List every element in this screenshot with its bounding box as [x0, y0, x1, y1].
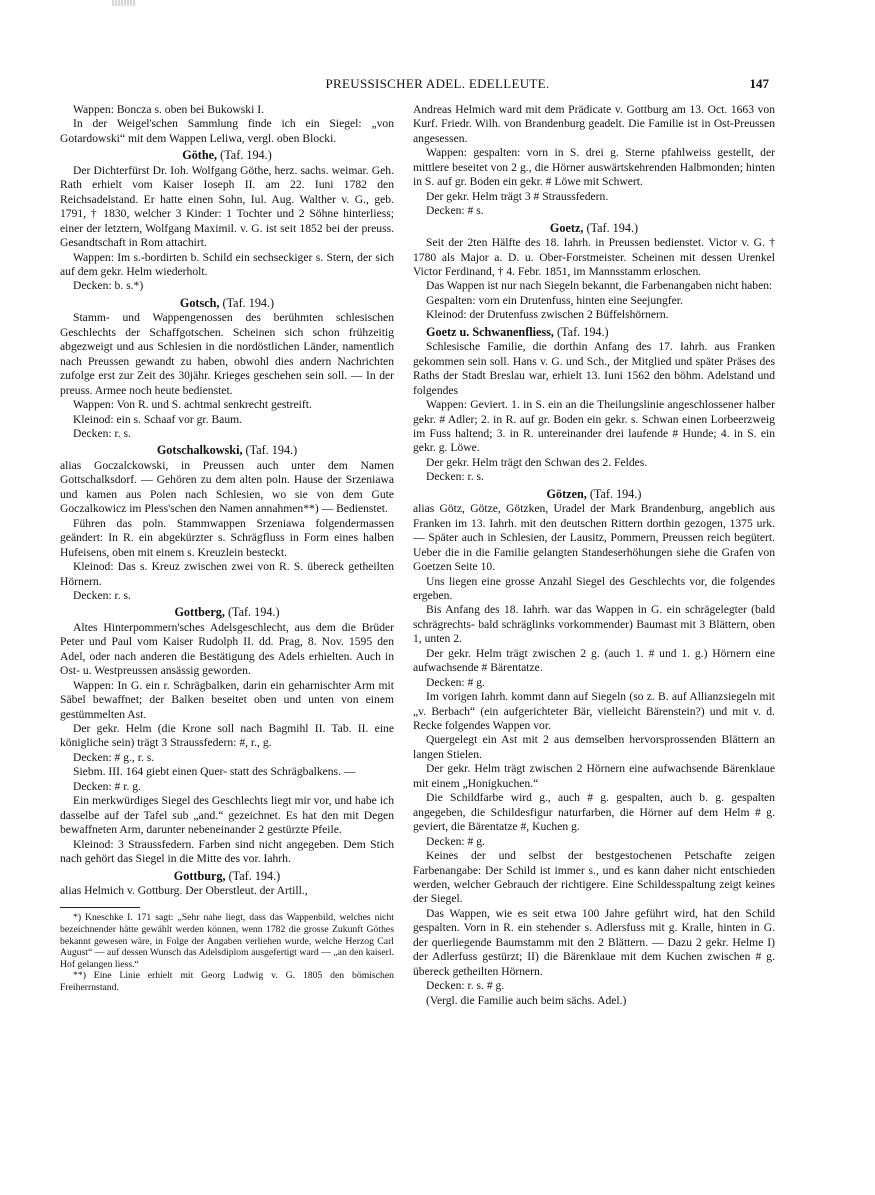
- paragraph: Decken: r. s. # g.: [426, 979, 505, 993]
- plate-ref: (Taf. 194.): [227, 605, 280, 620]
- paragraph: Das Wappen ist nur nach Siegeln bekannt, die Farbenangaben nicht haben:: [426, 279, 773, 293]
- plate-ref: (Taf. 194.): [589, 486, 642, 501]
- family-name: Gottburg,: [173, 868, 226, 883]
- plate-ref: (Taf. 194.): [557, 324, 609, 339]
- plate-ref: (Taf. 194.): [220, 148, 272, 163]
- entry-heading-gotsch: [60, 296, 394, 310]
- paragraph: alias Götz, Götze, Götzken, Uradel der Mark Brandenburg, angeblich aus Franken im 13. Iahrh. mit den deutschen Rittern dorthin gezogen, 1375 urk. — Später auch in Schlesien, der Lausitz, Pommern, Preussen reich begütert. Ueber die in die Familie gelangten Standeserhöhungen siehe die Grafen von Goetzen Seite 10.: [413, 502, 775, 574]
- running-header: [0, 76, 875, 96]
- paragraph: Decken: # g.: [426, 834, 485, 848]
- paragraph: Andreas Helmich ward mit dem Prädicate v. Gottburg am 13. Oct. 1663 von Kurf. Friedr. Wilh. von Brandenburg geadelt. Die Familie ist in Ost-Preussen angesessen.: [413, 103, 775, 145]
- family-name: Götzen,: [546, 486, 587, 501]
- entry-heading-gotschalkowski: [60, 443, 394, 457]
- paragraph: Führen das poln. Stammwappen Srzeniawa folgendermassen geändert: In R. ein abgekürzter s. Schrägfluss in Form eines halben Hufeisens, oben mit einem s. Kreuzlein besteckt.: [60, 516, 394, 559]
- paragraph: Decken: # r. g.: [73, 779, 141, 793]
- plate-ref: (Taf. 194.): [222, 295, 275, 310]
- paragraph: Der gekr. Helm trägt den Schwan des 2. Feldes.: [426, 455, 648, 469]
- page-number: 147: [749, 76, 769, 91]
- paragraph: Decken: r. s.: [426, 470, 484, 484]
- family-name: Gottberg,: [174, 605, 225, 620]
- entry-heading-goetz: [413, 221, 775, 235]
- paragraph: (Vergl. die Familie auch beim sächs. Adel.): [426, 993, 627, 1007]
- paragraph: Wappen: Geviert. 1. in S. ein an die Theilungslinie angeschlossener halber gekr. # Adler; 2. in R. auf gr. Boden ein gekr. s. Schwan einen Lorbeerzweig im Fuss haltend; 3. in R. untereinander drei laufende # Hunde; 4. in S. ein gekr. g. Löwe.: [413, 398, 775, 455]
- paragraph: Wappen: gespalten: vorn in S. drei g. Sterne pfahlweiss gestellt, der mittlere beseitet von 2 g., die Hörner auswärtskehrenden Halbmonden; hinten in S. auf gr. Boden ein gekr. # Löwe mit Schwert.: [413, 146, 775, 189]
- paragraph: Der Dichterfürst Dr. Ioh. Wolfgang Göthe, herz. sachs. weimar. Geh. Rath erhielt vom Kaiser Ioseph II. am 22. Iuni 1782 den Reichsadelstand. Er hatte einen Sohn, Iul. Aug. Walther v. G., geb. 1791, † 1830, welcher 3 Kinder: 1 Tochter und 2 Söhne hinterliess; einer der letztern, Wolfgang Maximil. v. G. ist seit 1852 bei der preuss. Gesandtschaft in Rom attachirt.: [60, 163, 394, 250]
- paragraph: Der gekr. Helm trägt zwischen 2 Hörnern eine aufwachsende Bärenklaue mit einem „Honigkuchen.“: [413, 762, 775, 790]
- paragraph: Decken: # g., r. s.: [73, 750, 155, 764]
- paragraph: Decken: b. s.*): [73, 279, 144, 293]
- paragraph: Kleinod: Das s. Kreuz zwischen zwei von R. S. übereck getheilten Hörnern.: [60, 560, 394, 588]
- footnote: *) Kneschke I. 171 sagt: „Sehr nahe liegt, dass das Wappenbild, welches nicht bezeichnender hätte gewählt werden können, wenn 1782 die grosse Zukunft Göthes bekannt gewesen wäre, in Folge der Angaben verliehen wurde, welche Herzog Carl August“ — auf dessen Wunsch das Adelsdiplom ausgefertigt ward — „an den kaiserl. Hof gelangen liess.“: [60, 912, 394, 970]
- paragraph: Der gekr. Helm (die Krone soll nach Bagmihl II. Tab. II. eine königliche sein) trägt 3 Straussfedern: #, r., g.: [60, 722, 394, 750]
- right-column: [413, 103, 775, 1008]
- paragraph: Wappen: Im s.-bordirten b. Schild ein sechseckiger s. Stern, der sich auf dem gekr. Helm wiederholt.: [60, 250, 394, 278]
- paragraph: Kleinod: ein s. Schaaf vor gr. Baum.: [73, 412, 243, 426]
- paragraph: Im vorigen Iahrh. kommt dann auf Siegeln (so z. B. auf Allianzsiegeln mit „v. Berbach“ (ein aufgerichteter Bär, vielleicht Bärenstein?) und mit v. d. Recke folgendes Wappen vor.: [413, 690, 775, 733]
- running-title: PREUSSISCHER ADEL. EDELLEUTE.: [325, 76, 550, 91]
- plate-ref: (Taf. 194.): [586, 220, 639, 235]
- paragraph: Decken: r. s.: [73, 426, 131, 440]
- paragraph: Uns liegen eine grosse Anzahl Siegel des Geschlechts vor, die folgendes ergeben.: [413, 574, 775, 602]
- family-name: Göthe,: [182, 148, 218, 163]
- paragraph: Wappen: In G. ein r. Schrägbalken, darin ein geharnischter Arm mit Säbel bewaffnet; der Balken beseitet oben und unten von einem gestümmelten Ast.: [60, 678, 394, 721]
- entry-heading-goethe: [60, 148, 394, 162]
- family-name: Goetz u. Schwanenfliess,: [426, 324, 554, 339]
- paragraph: Keines der und selbst der bestgestochenen Petschafte zeigen Farbenangabe: Der Schild ist immer s., und es kann daher nicht entschieden werden, welcher Gebrauch der richtigere. Eine Schildesspaltung zeigt keines der Siegel.: [413, 849, 775, 906]
- paragraph: Wappen: Boncza s. oben bei Bukowski I.: [73, 103, 264, 116]
- paragraph: alias Goczalckowski, in Preussen auch unter dem Namen Gottschalksdorf. — Gehören zu dem alten poln. Hause der Srzeniawa und kamen aus Polen nach Schlesien, wo sie von dem Gute Goczalkowicz im Pless'schen den Namen annahmen**) — Bedienstet.: [60, 458, 394, 516]
- paragraph: Ein merkwürdiges Siegel des Geschlechts liegt mir vor, und habe ich dasselbe auf der Tafel sub „and.“ gezeichnet. Es hat den mit Degen bewaffneten Arm, darunter nebeneinander 2 gestürzte Pfeile.: [60, 794, 394, 837]
- footnote-rule: [60, 907, 140, 908]
- paragraph: Wappen: Von R. und S. achtmal senkrecht gestreift.: [73, 398, 312, 412]
- footnote: **) Eine Linie erhielt mit Georg Ludwig v. G. 1805 den bömischen Freiherrnstand.: [60, 970, 394, 994]
- paragraph: Das Wappen, wie es seit etwa 100 Jahre geführt wird, hat den Schild gespalten. Vorn in R. ein stehender s. Adlersfuss mit g. Kralle, hinten in G. der querliegende Baumstamm mit den 2 Blättern. — Dazu 2 gekr. Helme I) der Adlerfuss gestürzt; II) die Bärenklaue mit dem Kuchen zwischen # g. übereck getheilten Hörnern.: [413, 906, 775, 978]
- paragraph: Kleinod: 3 Straussfedern. Farben sind nicht angegeben. Dem Stich nach gehört das Siegel in die Mitte des vor. Iahrh.: [60, 837, 394, 866]
- family-name: Goetz,: [549, 220, 584, 235]
- paragraph: Schlesische Familie, die dorthin Anfang des 17. Iahrh. aus Franken gekommen sein soll. Hans v. G. und Sch., der Mitglied und später Präses des Raths der Stadt Breslau war, erhielt 13. Iuni 1562 den böhm. Adelstand und folgendes: [413, 340, 775, 397]
- paragraph: Der gekr. Helm trägt zwischen 2 g. (auch 1. # und 1. g.) Hörnern eine aufwachsende # Bärentatze.: [413, 646, 775, 675]
- paragraph: Altes Hinterpommern'sches Adelsgeschlecht, aus dem die Brüder Peter und Paul vom Kaiser Rudolph II. dd. Prag, 8. Nov. 1595 den Adel, oder nach anderen die Bestätigung des Adels erhielten. Auch in Ost- u. Westpreussen ansässig geworden.: [60, 620, 394, 678]
- paragraph: Quergelegt ein Ast mit 2 aus demselben hervorsprossenden Blättern an langen Stielen.: [413, 733, 775, 761]
- paragraph: Decken: # s.: [426, 204, 484, 218]
- paragraph: Der gekr. Helm trägt 3 # Straussfedern.: [426, 189, 609, 203]
- plate-ref: (Taf. 194.): [228, 868, 281, 883]
- entry-heading-goetz-schwanenfliess: [413, 325, 775, 339]
- paragraph: Bis Anfang des 18. Iahrh. war das Wappen in G. ein schrägelegter (bald schrägrechts- bald schräglinks vorkommender) Baumast mit 3 Blättern, oben 1, unten 2.: [413, 603, 775, 646]
- family-name: Gotschalkowski,: [156, 443, 243, 458]
- paragraph: alias Helmich v. Gottburg. Der Oberstleut. der Artill.,: [60, 884, 308, 898]
- scan-artifact: [112, 0, 136, 6]
- paragraph: Decken: # g.: [426, 675, 485, 689]
- family-name: Gotsch,: [179, 295, 220, 310]
- entry-heading-gottberg: [60, 605, 394, 619]
- plate-ref: (Taf. 194.): [245, 443, 298, 458]
- paragraph: Siebm. III. 164 giebt einen Quer- statt des Schrägbalkens. —: [73, 765, 356, 779]
- left-column: [60, 103, 394, 994]
- paragraph: Gespalten: vorn ein Drutenfuss, hinten eine Seejungfer.: [426, 293, 683, 307]
- paragraph: Stamm- und Wappengenossen des berühmten schlesischen Geschlechts der Schaffgotschen. Scheinen sich schon frühzeitig abgezweigt und aus Schlesien in die nordöstlichen Länder, namentlich nach Preussen gewandt zu haben, obwohl dies andern Nachrichten zufolge erst zur Zeit des 30jähr. Krieges geschehen sein soll. — In der preuss. Armee noch heute bedienstet.: [60, 311, 394, 397]
- paragraph: In der Weigel'schen Sammlung finde ich ein Siegel: „von Gotardowski“ mit dem Wappen Leliwa, vergl. oben Blocki.: [60, 117, 394, 145]
- paragraph: Kleinod: der Drutenfuss zwischen 2 Büffelshörnern.: [426, 308, 669, 322]
- entry-heading-goetzen: [413, 487, 775, 501]
- entry-heading-gottburg: [60, 869, 394, 883]
- paragraph: Decken: r. s.: [73, 588, 131, 602]
- paragraph: Die Schildfarbe wird g., auch # g. gespalten, auch b. g. gespalten angegeben, die Schildesfigur naturfarben, die Hörner auf dem Helm # g. geviert, die Bärentatze #, Kuchen g.: [413, 791, 775, 834]
- paragraph: Seit der 2ten Hälfte des 18. Iahrh. in Preussen bedienstet. Victor v. G. † 1780 als Major a. D. u. Ober-Forstmeister. Scheinen mit dessen Urenkel Victor Ferdinand, † 4. Febr. 1851, im Mannsstamm erloschen.: [413, 236, 775, 278]
